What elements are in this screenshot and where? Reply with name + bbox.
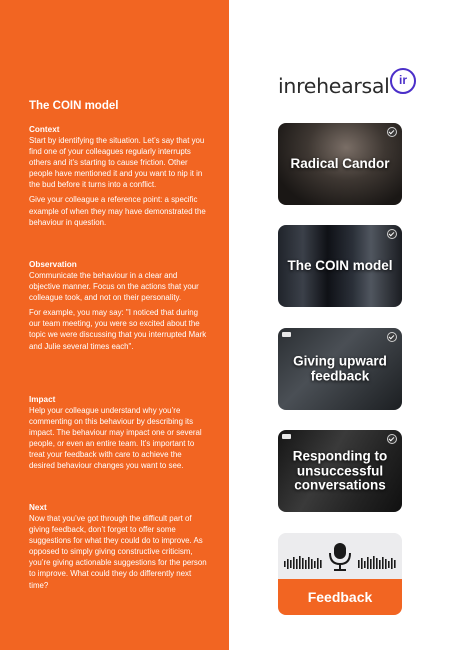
microphone-icon [330, 543, 350, 571]
section-impact [29, 394, 209, 476]
badge-icon [282, 332, 291, 337]
feedback-card[interactable] [278, 533, 402, 615]
inrehearsal-logo [278, 68, 418, 100]
video-card-unsuccessful-conversations[interactable] [278, 430, 402, 512]
section-heading: Impact [29, 395, 56, 404]
card-label: Radical Candor [290, 155, 390, 171]
section-paragraph: For example, you may say: "I noticed that during our team meeting, you were so excited about the topic we were discussing that you interrupted Mark and Julie several times each". [29, 308, 207, 351]
section-paragraph: Give your colleague a reference point: a specific example of when they may have demonstrated the behaviour in question. [29, 195, 206, 227]
section-next [29, 502, 209, 595]
section-paragraph: Communicate the behaviour in a clear and objective manner. Focus on the actions that your colleague took, and not on their personality. [29, 271, 199, 303]
check-icon [387, 332, 397, 342]
feedback-label: Feedback [278, 579, 402, 615]
video-card-coin-model[interactable] [278, 225, 402, 307]
section-paragraph: Start by identifying the situation. Let’s say that you find one of your colleagues regularly interrupts others and it’s starting to cause friction. Other people have mentioned it and you want to nip it in the bud before it turns into a conflict. [29, 136, 205, 190]
logo-text: inrehearsal [278, 74, 390, 98]
section-paragraph: Help your colleague understand why you’re commenting on this behaviour by describing its impact. The behaviour may impact one or several people, or even an entire team. It’s important to treat your feedback with care to achieve the desired behaviour changes you want to see. [29, 406, 202, 471]
section-observation [29, 259, 209, 356]
section-heading: Observation [29, 260, 77, 269]
page-title: The COIN model [29, 100, 119, 112]
check-icon [387, 229, 397, 239]
logo-mark-icon: ir [390, 68, 416, 94]
section-heading: Next [29, 503, 47, 512]
card-label: Responding to unsuccessful conversations [292, 448, 388, 493]
badge-icon [282, 434, 291, 439]
card-label: Giving upward feedback [293, 353, 387, 383]
card-label: The COIN model [287, 257, 393, 273]
check-icon [387, 127, 397, 137]
sound-wave-icon [278, 539, 402, 573]
left-panel [0, 0, 229, 650]
section-context [29, 124, 209, 232]
section-heading: Context [29, 125, 60, 134]
section-paragraph: Now that you’ve got through the difficult part of giving feedback, don’t forget to offer some suggestions for what they could do to improve. As opposed to simply giving constructive criticism, you’re giving actionable suggestions for the person to improve. What could they do differently next time? [29, 514, 207, 590]
video-card-radical-candor[interactable] [278, 123, 402, 205]
check-icon [387, 434, 397, 444]
video-card-upward-feedback[interactable] [278, 328, 402, 410]
